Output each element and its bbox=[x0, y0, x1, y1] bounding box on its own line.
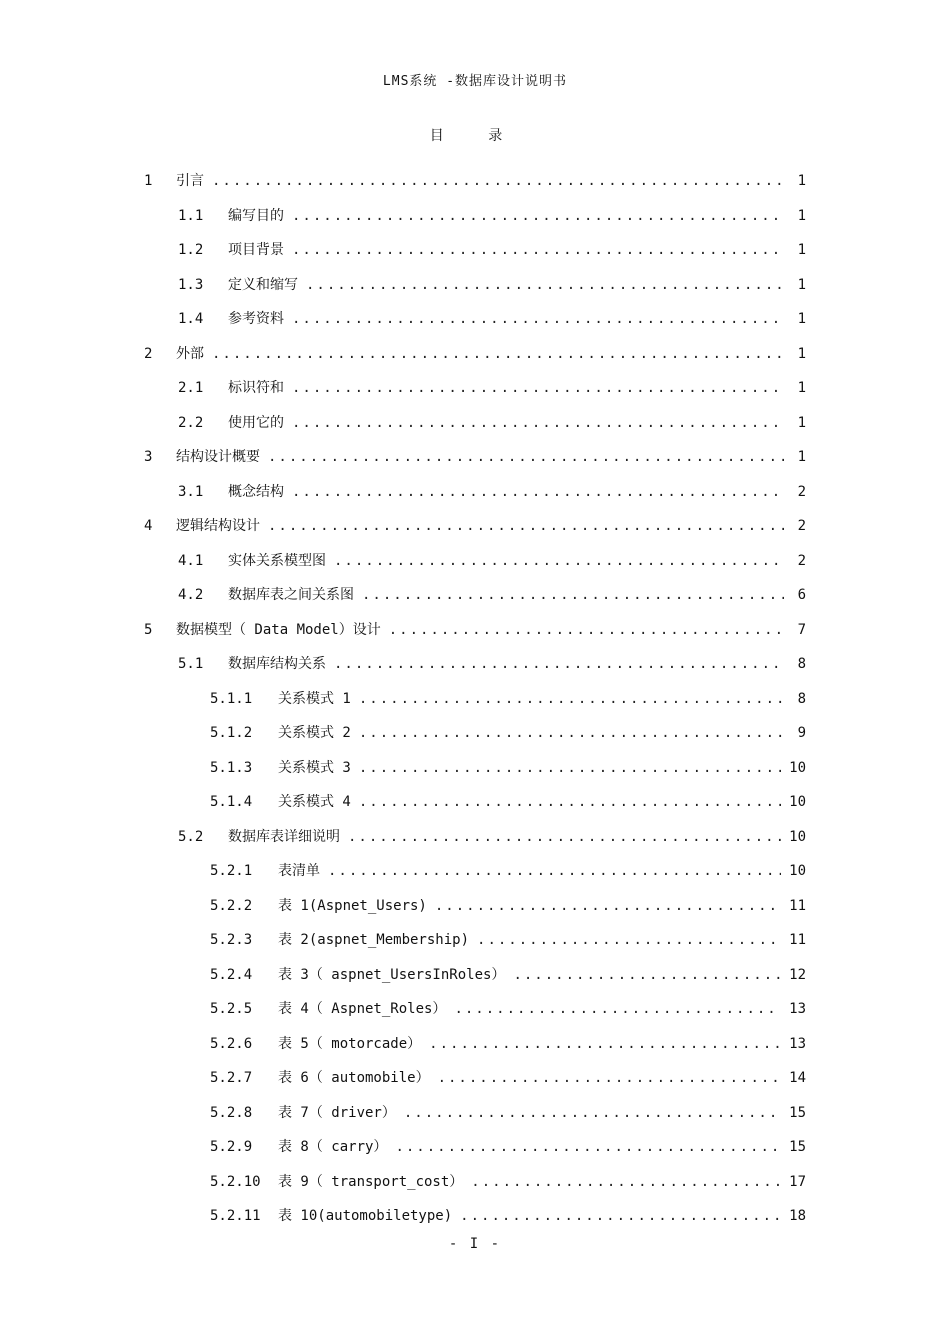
toc-leader-dots bbox=[212, 337, 784, 371]
page-header: LMS系统 -数据库设计说明书 bbox=[382, 74, 568, 89]
toc-entry-page: 14 bbox=[789, 1070, 806, 1086]
toc-leader-dots bbox=[389, 613, 784, 647]
toc-entry-title: 关系模式 2 bbox=[278, 725, 351, 741]
toc-entry-number: 5.2.3 bbox=[210, 932, 253, 948]
toc-entry-page: 1 bbox=[797, 173, 806, 189]
toc-entry-number: 1.3 bbox=[178, 276, 204, 293]
toc-entry[interactable] bbox=[144, 613, 806, 647]
toc-entry[interactable] bbox=[210, 682, 806, 716]
toc-entry-number: 5.2.11 bbox=[210, 1208, 261, 1224]
toc-entry-number: 1.2 bbox=[178, 242, 204, 258]
toc-entry[interactable] bbox=[178, 578, 806, 612]
toc-entry-title: 实体关系模型图 bbox=[228, 552, 326, 569]
toc-leader-dots bbox=[395, 1130, 781, 1164]
toc-entry[interactable] bbox=[210, 751, 806, 785]
toc-leader-dots bbox=[359, 682, 784, 716]
toc-leader-dots bbox=[348, 820, 781, 854]
toc-entry-number: 4 bbox=[144, 518, 153, 534]
toc-leader-dots bbox=[334, 647, 784, 681]
toc-entry-title: 定义和缩写 bbox=[228, 276, 298, 293]
page-number-footer: - I - bbox=[448, 1236, 502, 1252]
toc-leader-dots bbox=[438, 1061, 782, 1095]
toc-entry-page: 11 bbox=[789, 932, 806, 948]
toc-entry-page: 8 bbox=[797, 690, 806, 707]
toc-entry[interactable] bbox=[210, 1027, 806, 1061]
toc-entry-number: 5.2.6 bbox=[210, 1035, 253, 1052]
toc-entry-number: 3 bbox=[144, 449, 153, 465]
toc-entry[interactable] bbox=[178, 371, 806, 405]
toc-leader-dots bbox=[292, 371, 784, 405]
toc-entry-page: 2 bbox=[797, 483, 806, 500]
toc-entry-page: 12 bbox=[789, 966, 806, 983]
toc-entry-page: 2 bbox=[797, 518, 806, 534]
toc-leader-dots bbox=[359, 785, 781, 819]
toc-entry[interactable] bbox=[178, 233, 806, 267]
toc-entry-page: 1 bbox=[797, 242, 806, 258]
toc-entry-number: 5.1 bbox=[178, 656, 204, 672]
toc-entry[interactable] bbox=[210, 854, 806, 888]
toc-entry-page: 11 bbox=[789, 897, 806, 914]
toc-entry-number: 5.2 bbox=[178, 828, 204, 845]
toc-entry-page: 13 bbox=[789, 1001, 806, 1017]
toc-entry-page: 2 bbox=[797, 552, 806, 569]
toc-entry[interactable] bbox=[210, 923, 806, 957]
toc-entry[interactable] bbox=[210, 1061, 806, 1095]
toc-entry-number: 3.1 bbox=[178, 483, 204, 500]
toc-entry-title: 关系模式 3 bbox=[278, 759, 351, 776]
toc-entry[interactable] bbox=[178, 199, 806, 233]
toc-entry-title: 数据模型（ Data Model）设计 bbox=[176, 621, 381, 638]
toc-entry-title: 引言 bbox=[176, 173, 204, 189]
toc-entry-title: 表 10(automobiletype) bbox=[278, 1208, 453, 1224]
toc-entry-number: 5.2.7 bbox=[210, 1070, 253, 1086]
toc-entry-page: 8 bbox=[797, 656, 806, 672]
toc-leader-dots bbox=[513, 958, 781, 992]
toc-leader-dots bbox=[404, 1096, 781, 1130]
toc-entry[interactable] bbox=[144, 337, 806, 371]
toc-entry-title: 项目背景 bbox=[228, 242, 284, 258]
toc-entry-title: 参考资料 bbox=[228, 311, 284, 327]
toc-entry-title: 外部 bbox=[176, 345, 204, 362]
toc-leader-dots bbox=[292, 406, 784, 440]
toc-leader-dots bbox=[292, 199, 784, 233]
toc-entry-page: 10 bbox=[789, 863, 806, 879]
toc-entry-number: 5.2.10 bbox=[210, 1173, 261, 1190]
toc-entry[interactable] bbox=[210, 992, 806, 1026]
toc-leader-dots bbox=[460, 1199, 781, 1233]
toc-entry[interactable] bbox=[178, 475, 806, 509]
toc-entry[interactable] bbox=[210, 1165, 806, 1199]
toc-entry[interactable] bbox=[210, 889, 806, 923]
toc-entry-title: 表 2(aspnet_Membership) bbox=[278, 932, 470, 948]
toc-entry-page: 1 bbox=[797, 207, 806, 224]
toc-entry-title: 编写目的 bbox=[228, 207, 284, 224]
toc-entry-number: 2 bbox=[144, 345, 153, 362]
toc-entry-number: 2.1 bbox=[178, 380, 204, 396]
toc-entry-number: 5.2.8 bbox=[210, 1104, 253, 1121]
toc-leader-dots bbox=[292, 475, 784, 509]
toc-leader-dots bbox=[454, 992, 781, 1026]
toc-leader-dots bbox=[362, 578, 784, 612]
toc-entry-title: 表 6（ automobile） bbox=[278, 1070, 430, 1086]
toc-entry-title: 表 5（ motorcade） bbox=[278, 1035, 422, 1052]
toc-entry-number: 1 bbox=[144, 173, 153, 189]
toc-entry-title: 表 8（ carry） bbox=[278, 1139, 388, 1155]
toc-entry-page: 7 bbox=[797, 621, 806, 638]
toc-leader-dots bbox=[435, 889, 781, 923]
toc-entry-page: 18 bbox=[789, 1208, 806, 1224]
toc-entry[interactable] bbox=[144, 440, 806, 474]
toc-entry[interactable] bbox=[178, 544, 806, 578]
toc-entry-page: 13 bbox=[789, 1035, 806, 1052]
toc-entry-page: 15 bbox=[789, 1139, 806, 1155]
toc-leader-dots bbox=[212, 164, 784, 198]
toc-entry-page: 1 bbox=[797, 311, 806, 327]
toc-entry[interactable] bbox=[178, 268, 806, 302]
toc-entry-number: 1.4 bbox=[178, 311, 204, 327]
toc-entry[interactable] bbox=[210, 958, 806, 992]
toc-entry-title: 表 3（ aspnet_UsersInRoles） bbox=[278, 966, 506, 983]
toc-entry[interactable] bbox=[210, 1199, 806, 1233]
toc-title: 目 录 bbox=[429, 128, 521, 144]
toc-leader-dots bbox=[477, 923, 781, 957]
toc-entry-number: 5 bbox=[144, 621, 153, 638]
toc-entry-page: 1 bbox=[797, 414, 806, 431]
toc-entry-number: 4.1 bbox=[178, 552, 204, 569]
toc-entry-page: 17 bbox=[789, 1173, 806, 1190]
toc-entry[interactable] bbox=[178, 302, 806, 336]
toc-entry-page: 1 bbox=[797, 449, 806, 465]
toc-entry-number: 5.2.4 bbox=[210, 966, 253, 983]
toc-entry-page: 9 bbox=[797, 725, 806, 741]
toc-entry-number: 5.2.2 bbox=[210, 897, 253, 914]
toc-entry[interactable] bbox=[178, 647, 806, 681]
toc-leader-dots bbox=[471, 1165, 781, 1199]
toc-entry[interactable] bbox=[210, 1096, 806, 1130]
toc-leader-dots bbox=[306, 268, 784, 302]
toc-entry-number: 1.1 bbox=[178, 207, 204, 224]
toc-entry-title: 表 7（ driver） bbox=[278, 1104, 396, 1121]
toc-entry-title: 标识符和 bbox=[228, 380, 284, 396]
toc-leader-dots bbox=[292, 302, 784, 336]
toc-leader-dots bbox=[334, 544, 784, 578]
toc-entry-number: 5.2.5 bbox=[210, 1001, 253, 1017]
toc-entry-title: 表清单 bbox=[278, 863, 320, 879]
toc-entry-title: 数据库表之间关系图 bbox=[228, 587, 354, 603]
toc-entry-title: 使用它的 bbox=[228, 414, 284, 431]
toc-leader-dots bbox=[268, 440, 784, 474]
toc-entry-number: 5.2.9 bbox=[210, 1139, 253, 1155]
toc-entry-page: 1 bbox=[797, 345, 806, 362]
toc-entry-title: 结构设计概要 bbox=[176, 449, 260, 465]
toc-entry-title: 表 1(Aspnet_Users) bbox=[278, 897, 427, 914]
toc-entry-page: 10 bbox=[789, 759, 806, 776]
toc-entry-title: 逻辑结构设计 bbox=[176, 518, 260, 534]
toc-entry-page: 10 bbox=[789, 828, 806, 845]
toc-entry-title: 关系模式 1 bbox=[278, 690, 351, 707]
toc-entry-number: 5.1.1 bbox=[210, 690, 253, 707]
toc-entry[interactable] bbox=[210, 1130, 806, 1164]
toc-entry-title: 数据库表详细说明 bbox=[228, 828, 340, 845]
toc-entry-page: 15 bbox=[789, 1104, 806, 1121]
toc-entry-title: 表 9（ transport_cost） bbox=[278, 1173, 464, 1190]
toc-entry-page: 1 bbox=[797, 276, 806, 293]
toc-entry[interactable] bbox=[144, 509, 806, 543]
toc-leader-dots bbox=[268, 509, 784, 543]
toc-entry-title: 概念结构 bbox=[228, 483, 284, 500]
toc-entry[interactable] bbox=[178, 406, 806, 440]
toc-entry-page: 1 bbox=[797, 380, 806, 396]
toc-leader-dots bbox=[429, 1027, 781, 1061]
toc-leader-dots bbox=[292, 233, 784, 267]
toc-leader-dots bbox=[359, 751, 781, 785]
toc-entry-page: 10 bbox=[789, 794, 806, 810]
toc-entry[interactable] bbox=[210, 716, 806, 750]
toc-entry-number: 4.2 bbox=[178, 587, 204, 603]
toc-entry[interactable] bbox=[144, 164, 806, 198]
toc-entry-title: 表 4（ Aspnet_Roles） bbox=[278, 1001, 447, 1017]
toc-entry-number: 5.1.2 bbox=[210, 725, 253, 741]
toc-entry-title: 数据库结构关系 bbox=[228, 656, 326, 672]
toc-entry-title: 关系模式 4 bbox=[278, 794, 351, 810]
toc-entry[interactable] bbox=[178, 820, 806, 854]
toc-leader-dots bbox=[328, 854, 781, 888]
toc-entry-page: 6 bbox=[797, 587, 806, 603]
toc-entry[interactable] bbox=[210, 785, 806, 819]
toc-leader-dots bbox=[359, 716, 784, 750]
toc-entry-number: 2.2 bbox=[178, 414, 204, 431]
toc-entry-number: 5.1.3 bbox=[210, 759, 253, 776]
toc-entry-number: 5.1.4 bbox=[210, 794, 253, 810]
toc-entry-number: 5.2.1 bbox=[210, 863, 253, 879]
